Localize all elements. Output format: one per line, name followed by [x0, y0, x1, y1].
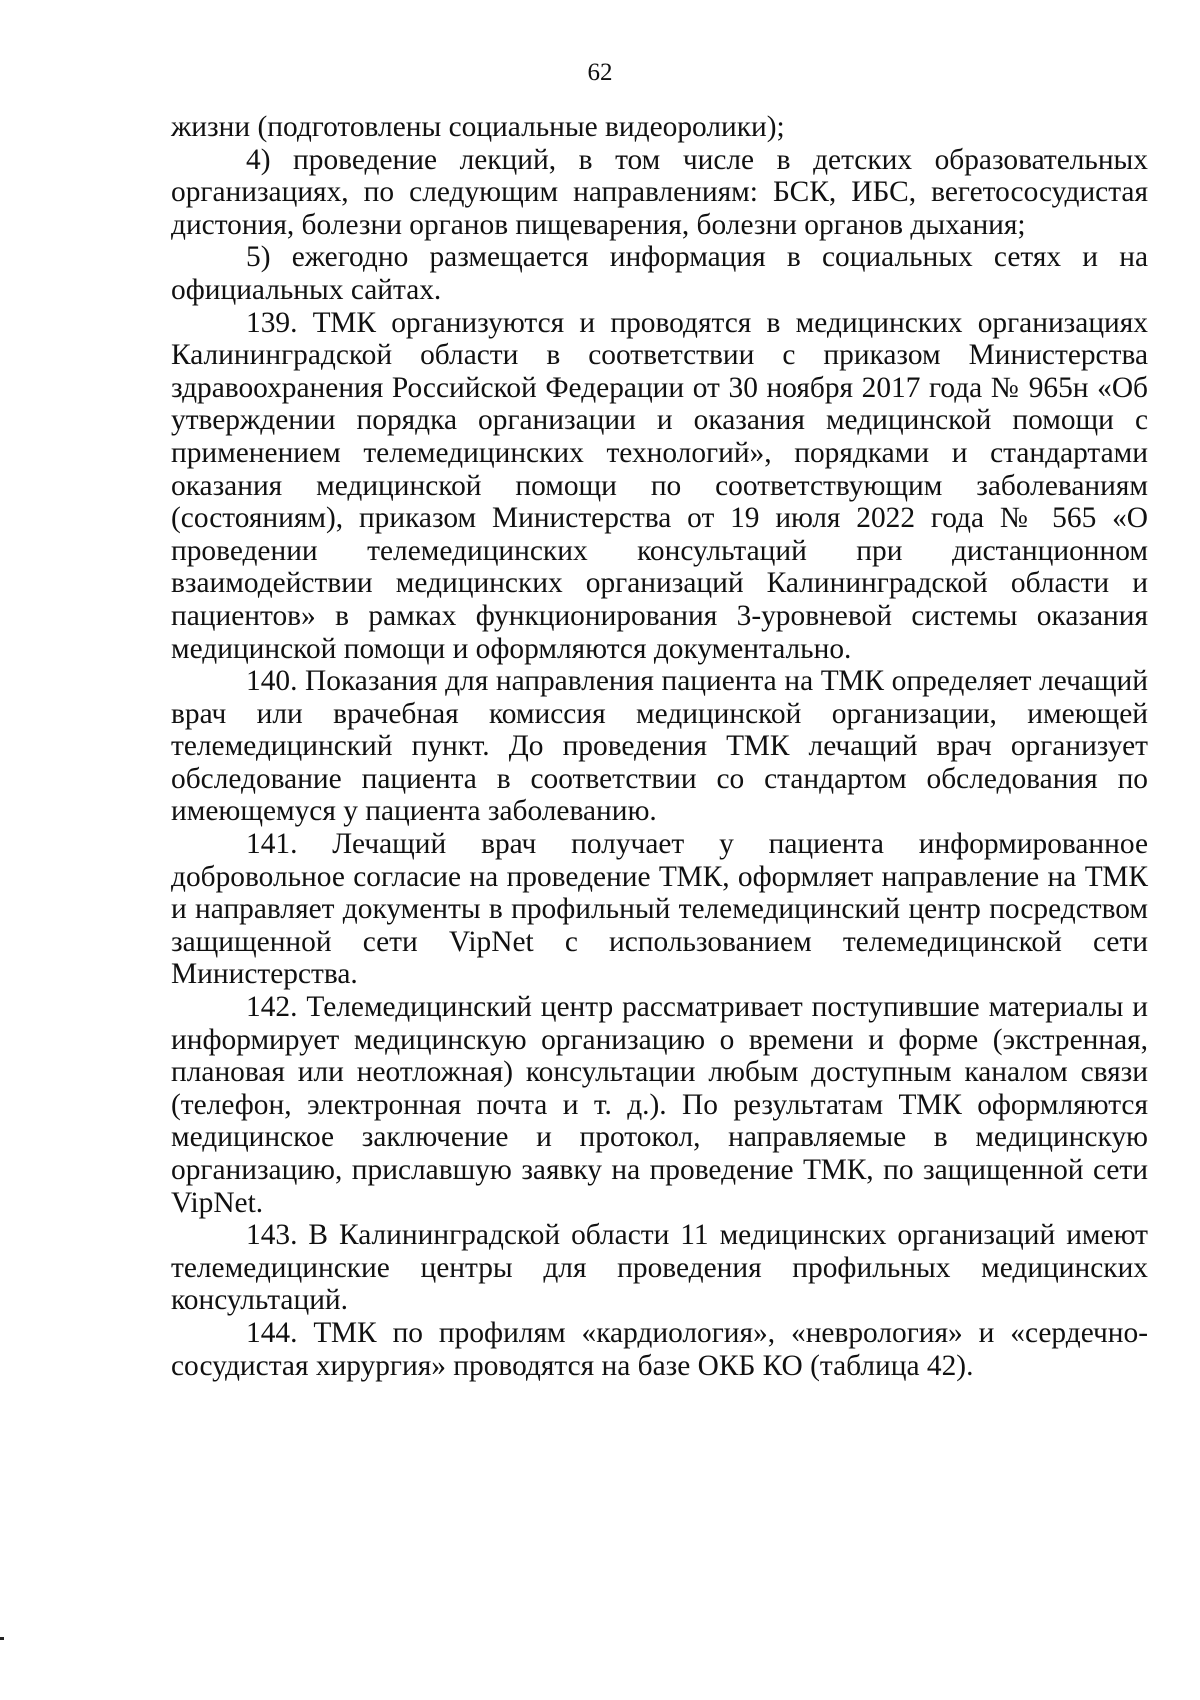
page-number: 62: [587, 59, 613, 86]
paragraph-144: 144. ТМК по профилям «кардиология», «неврология» и «сердечно-сосудистая хирургия» проводятся на базе ОКБ КО (таблица 42).: [171, 1316, 1148, 1382]
scan-mark: [0, 1637, 4, 1640]
paragraph-140: 140. Показания для направления пациента на ТМК определяет лечащий врач или врачебная комиссия медицинской организации, имеющей телемедицинский пункт. До проведения ТМК лечащий врач организует обследование пациента в соответствии со стандартом обследования по имеющемуся у пациента заболеванию.: [171, 665, 1148, 828]
paragraph-141: 141. Лечащий врач получает у пациента информированное добровольное согласие на проведение ТМК, оформляет направление на ТМК и направляет документы в профильный телемедицинский центр посредством защищенной сети VipNet с использованием телемедицинской сети Министерства.: [171, 828, 1148, 991]
paragraph-143: 143. В Калининградской области 11 медицинских организаций имеют телемедицинские центры для проведения профильных медицинских консультаций.: [171, 1219, 1148, 1317]
paragraph-item-5: 5) ежегодно размещается информация в социальных сетях и на официальных сайтах.: [171, 241, 1148, 306]
paragraph-continuation: жизни (подготовлены социальные видеоролики);: [171, 111, 785, 143]
paragraph-139: 139. ТМК организуются и проводятся в медицинских организациях Калининградской области в соответствии с приказом Министерства здравоохранения Российской Федерации от 30 ноября 2017 года № 965н «Об утверждении порядка организации и оказания медицинской помощи с применением телемедицинских технологий», порядками и стандартами оказания медицинской помощи по соответствующим заболеваниям (состояниям), приказом Министерства от 19 июля 2022 года № 565 «О проведении телемедицинских консультаций при дистанционном взаимодействии медицинских организаций Калининградской области и пациентов» в рамках функционирования 3-уровневой системы оказания медицинской помощи и оформляются документально.: [171, 306, 1148, 665]
document-body: [171, 111, 1148, 1382]
paragraph-142: 142. Телемедицинский центр рассматривает поступившие материалы и информирует медицинскую организацию о времени и форме (экстренная, плановая или неотложная) консультации любым доступным каналом связи (телефон, электронная почта и т. д.). По результатам ТМК оформляются медицинское заключение и протокол, направляемые в медицинскую организацию, приславшую заявку на проведение ТМК, по защищенной сети VipNet.: [171, 991, 1148, 1219]
paragraph-item-4: 4) проведение лекций, в том числе в детских образовательных организациях, по следующим направлениям: БСК, ИБС, вегетососудистая дистония, болезни органов пищеварения, болезни органов дыхания;: [171, 143, 1148, 241]
